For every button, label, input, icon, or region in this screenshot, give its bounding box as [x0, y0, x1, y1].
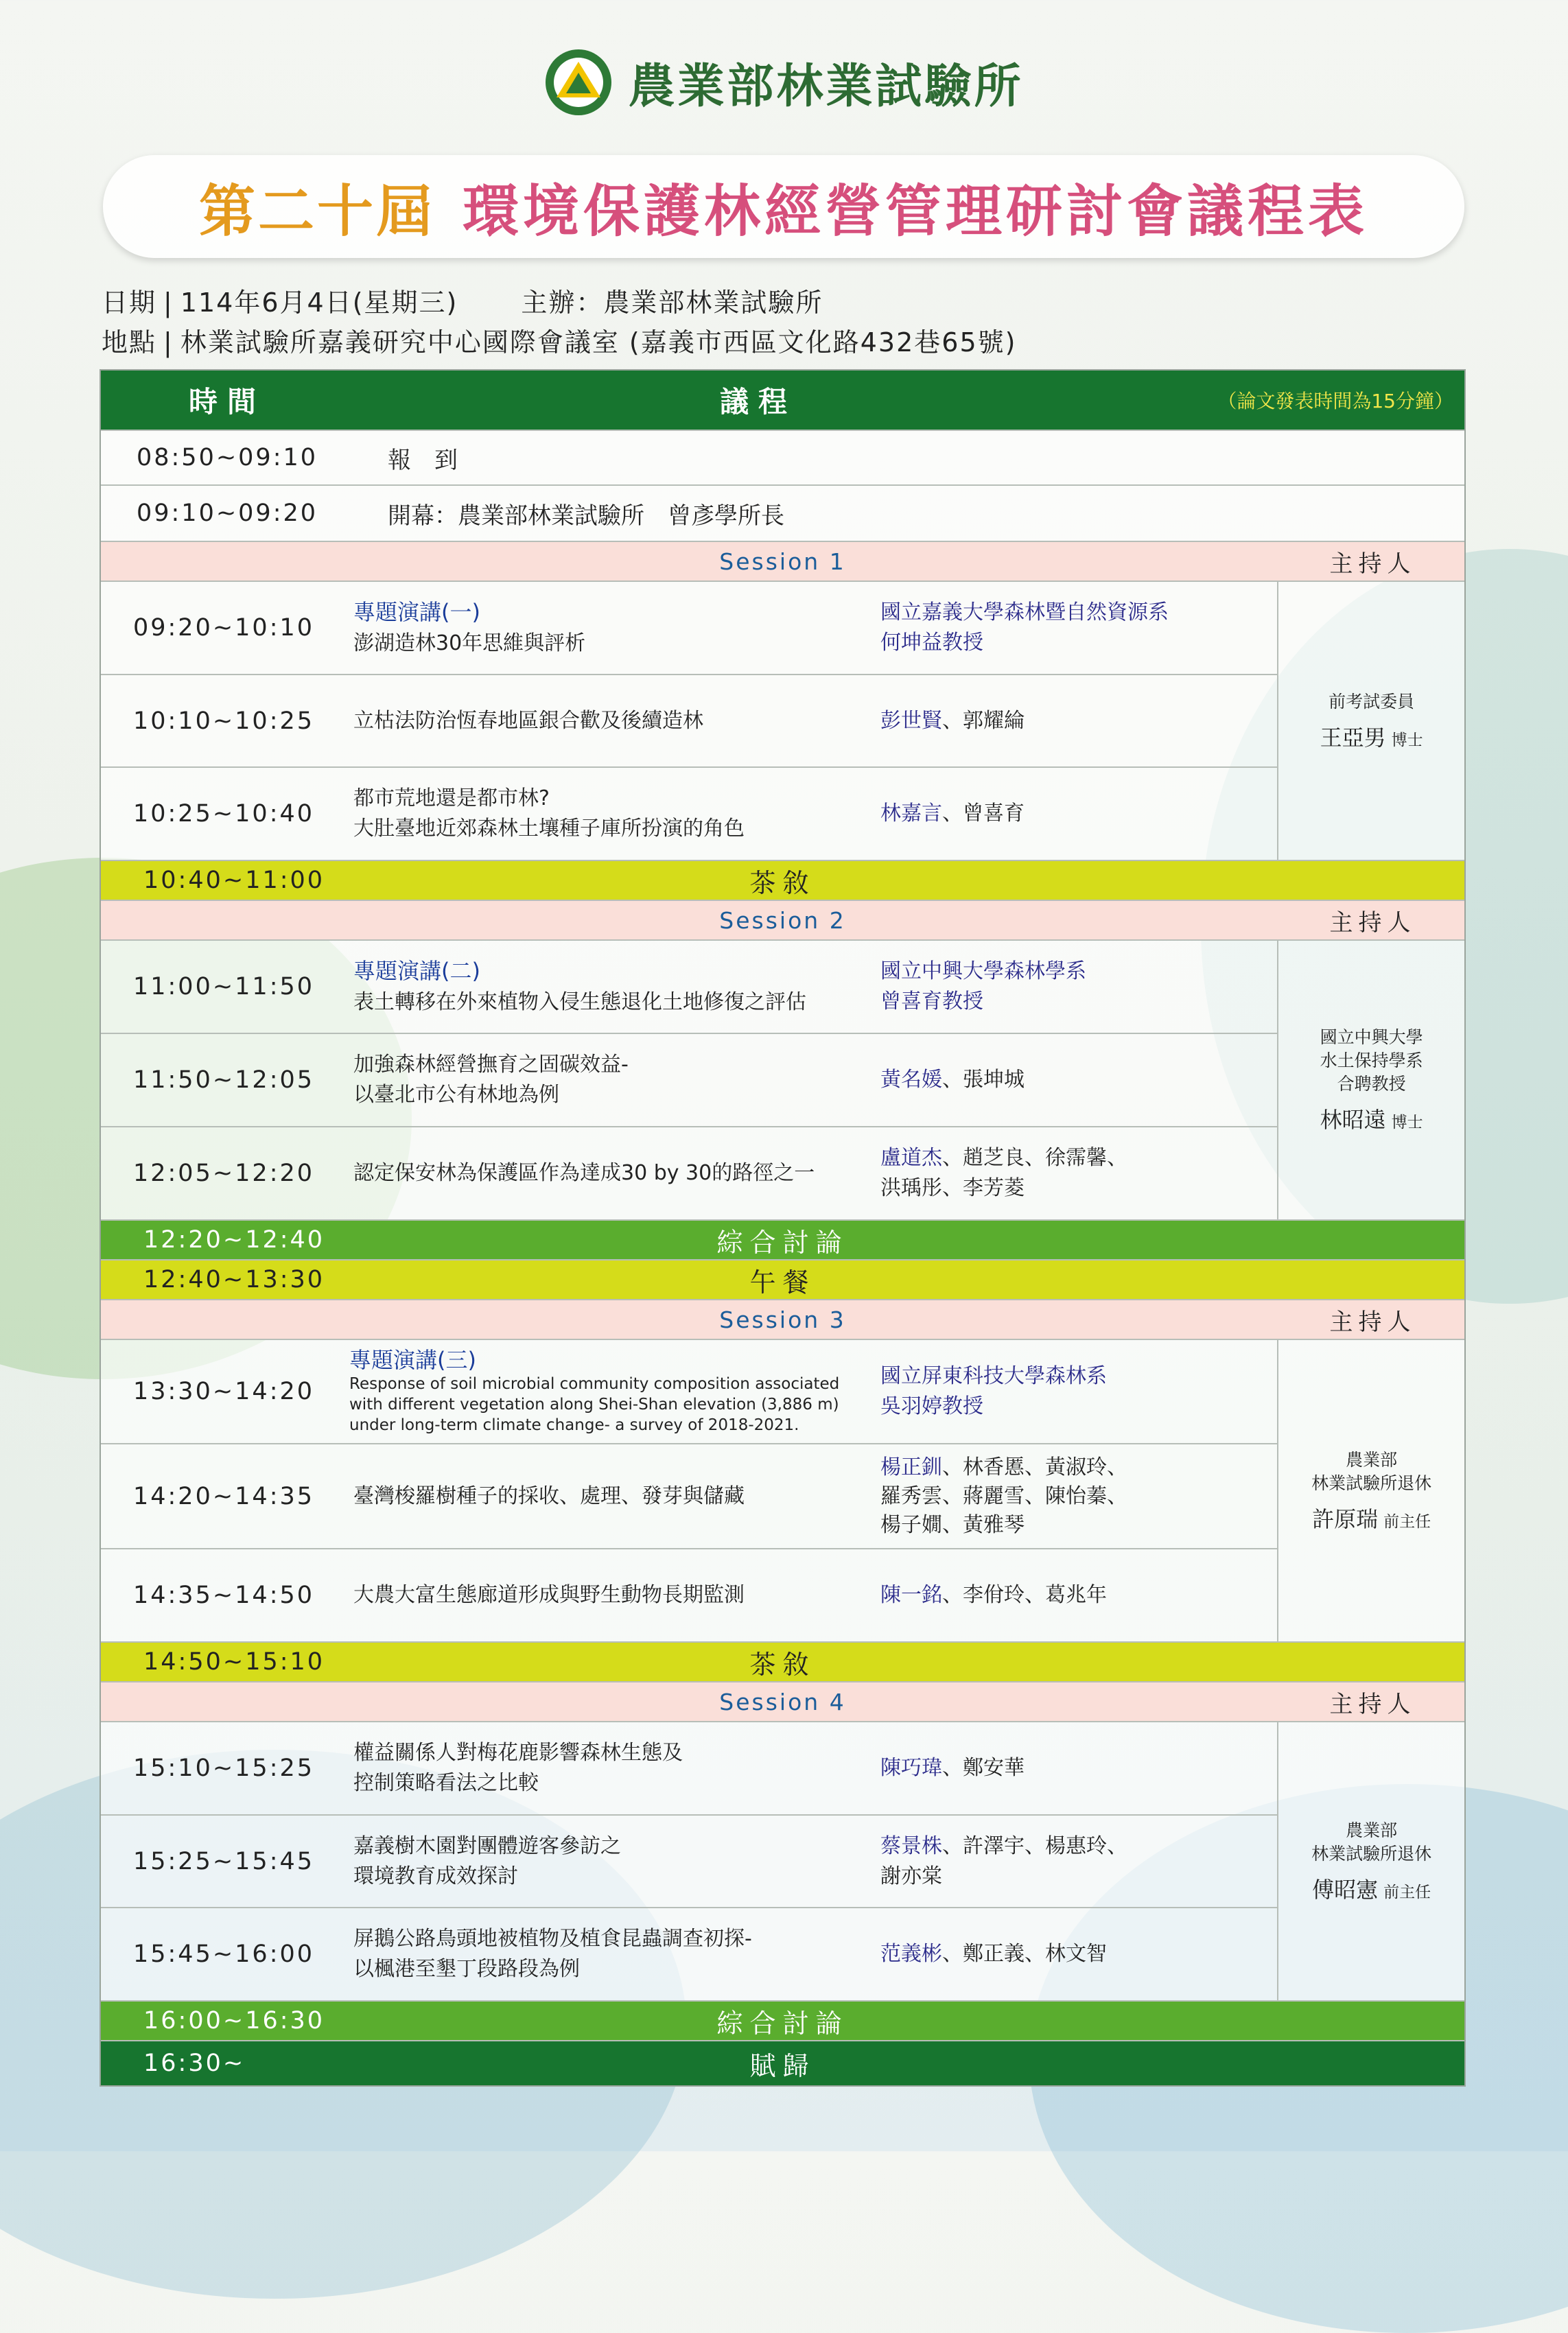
host-name: 林昭遠: [1320, 1107, 1386, 1133]
session-4-header: [101, 1683, 1464, 1722]
talk-time: 10:25~10:40: [132, 800, 315, 828]
venue-value: 林業試驗所嘉義研究中心國際會議室 (嘉義市西區文化路432巷65號): [180, 327, 1017, 357]
talk-row: [101, 1127, 1277, 1219]
host-org: 主辦：農業部林業試驗所: [521, 288, 823, 318]
talk-time: 13:30~14:20: [132, 1378, 315, 1405]
talk-time: 09:20~10:10: [132, 614, 315, 642]
header-agenda: 議程: [719, 385, 797, 419]
talk-time: 12:05~12:20: [132, 1160, 315, 1187]
talk-topic: 加強森林經營撫育之固碳效益- 以臺北市公有林地為例: [353, 1053, 629, 1107]
talk-time: 14:20~14:35: [132, 1482, 315, 1510]
talk-speakers: 陳巧瑋、鄭安華: [880, 1756, 1025, 1780]
venue-label: 地點: [102, 327, 157, 357]
talk-row: [101, 1034, 1277, 1127]
host-column-label: 主持人: [1329, 1690, 1416, 1718]
row-time: 09:10~09:20: [136, 500, 318, 527]
talk-speakers: 楊正釧、林香慝、黃淑玲、 羅秀雲、蔣麗雪、陳怡蓁、 楊子嫺、黃雅琴: [880, 1455, 1127, 1537]
talk-time: 15:25~15:45: [132, 1847, 315, 1875]
talk-speakers: 國立屏東科技大學森林系 吳羽婷教授: [880, 1364, 1107, 1418]
talk-row: [101, 582, 1277, 675]
date-label: 日期: [102, 288, 157, 318]
talk-time: 14:35~14:50: [132, 1582, 315, 1609]
talk-row: [101, 1444, 1277, 1549]
talk-time: 15:10~15:25: [132, 1755, 315, 1782]
table-header: [101, 371, 1464, 431]
talk-row: [101, 1908, 1277, 2000]
talk-topic: 屏鵝公路鳥頭地被植物及植食昆蟲調查初探- 以楓港至墾丁段路段為例: [353, 1927, 752, 1981]
talk-row: [101, 1722, 1277, 1816]
talk-topic: 專題演講(二) 表土轉移在外來植物入侵生態退化土地修復之評估: [353, 958, 806, 1014]
session-label: Session 4: [719, 1688, 846, 1715]
talk-topic: 都市荒地還是都市林? 大肚臺地近郊森林土壤種子庫所扮演的角色: [353, 786, 745, 841]
talk-speakers: 彭世賢、郭耀綸: [880, 708, 1025, 733]
talk-topic: 專題演講(一) 澎湖造林30年思維與評析: [353, 599, 586, 655]
talk-speakers: 黃名媛、張坤城: [880, 1068, 1025, 1092]
host-column-label: 主持人: [1329, 550, 1416, 578]
talk-speakers: 蔡景株、許澤宇、楊惠玲、 謝亦棠: [880, 1833, 1127, 1888]
talk-topic: 大農大富生態廊道形成與野生動物長期監測: [353, 1583, 745, 1607]
talk-topic: 專題演講(三) Response of soil microbial community composition associated with different vegetation along Shei-Shan elevation (3,886 m) under long-term climate change- a survey of 2018-2021.: [349, 1347, 840, 1434]
header-time: 時間: [188, 385, 266, 419]
info-venue-line: 地點 | 林業試驗所嘉義研究中心國際會議室 (嘉義市西區文化路432巷65號): [102, 327, 1017, 357]
host-name: 王亞男: [1320, 724, 1386, 751]
row-text: 報 到: [388, 446, 458, 474]
talk-speakers: 國立嘉義大學森林暨自然資源系 何坤益教授: [880, 600, 1169, 655]
talk-time: 11:50~12:05: [132, 1066, 315, 1094]
session-2-block: [101, 941, 1464, 1221]
session-1-header: [101, 542, 1464, 582]
header-note: （論文發表時間為15分鐘）: [1217, 390, 1453, 412]
talk-topic: 權益關係人對梅花鹿影響森林生態及 控制策略看法之比較: [353, 1741, 683, 1795]
talk-topic: 嘉義樹木園對團體遊客參訪之 環境教育成效探討: [353, 1833, 621, 1888]
host-name: 傅昭憲: [1312, 1876, 1379, 1903]
host-column-label: 主持人: [1329, 908, 1416, 937]
session-4-block: [101, 1722, 1464, 2002]
talk-topic: 臺灣梭羅樹種子的採收、處理、發芽與儲藏: [353, 1484, 745, 1508]
page-header: [0, 48, 1568, 119]
table-row: [101, 486, 1464, 542]
break-row-lunch: 12:40~13:30 午餐: [101, 1261, 1464, 1300]
talk-topic: 認定保安林為保護區作為達成30 by 30的路徑之一: [353, 1161, 815, 1185]
talk-speakers: 盧道杰、趙芝良、徐霈馨、 洪瑀彤、李芳菱: [880, 1146, 1127, 1200]
break-row-discussion: 12:20~12:40 綜合討論: [101, 1221, 1464, 1261]
session-2-header: [101, 901, 1464, 941]
break-row-end: 16:30~ 賦歸: [101, 2041, 1464, 2085]
talk-row: [101, 675, 1277, 768]
session-1-block: [101, 582, 1464, 861]
schedule-table: [100, 369, 1466, 2087]
session-host: 農業部 林業試驗所退休 傅昭憲 前主任: [1277, 1722, 1464, 2000]
host-column-label: 主持人: [1329, 1308, 1416, 1336]
row-text: 開幕：農業部林業試驗所 曾彥學所長: [388, 502, 784, 530]
host-name: 許原瑞: [1312, 1505, 1379, 1532]
talk-speakers: 范義彬、鄭正義、林文智: [880, 1942, 1107, 1966]
session-host: 農業部 林業試驗所退休 許原瑞 前主任: [1277, 1340, 1464, 1641]
session-label: Session 1: [719, 548, 846, 575]
talk-time: 15:45~16:00: [132, 1941, 315, 1968]
talk-topic: 立枯法防治恆春地區銀合歡及後續造林: [353, 708, 703, 733]
talk-speakers: 林嘉言、曾喜育: [880, 801, 1025, 825]
session-label: Session 3: [719, 1306, 846, 1333]
title-edition: 第二十屆: [198, 178, 435, 244]
talk-row: [101, 768, 1277, 860]
break-row-tea: 10:40~11:00 茶敘: [101, 861, 1464, 901]
talk-row: [101, 1549, 1277, 1641]
session-3-block: [101, 1340, 1464, 1643]
title-banner: [103, 155, 1464, 258]
title-main: 環境保護林經營管理研討會議程表: [463, 178, 1369, 244]
break-row-discussion: 16:00~16:30 綜合討論: [101, 2002, 1464, 2041]
talk-row: [101, 1340, 1277, 1444]
keynote-label: 專題演講(一): [353, 599, 480, 625]
session-host: 國立中興大學 水土保持學系 合聘教授 林昭遠 博士: [1277, 941, 1464, 1219]
session-label: Session 2: [719, 906, 846, 934]
talk-time: 10:10~10:25: [132, 707, 315, 735]
table-row: [101, 431, 1464, 486]
talk-row: [101, 1816, 1277, 1908]
talk-speakers: 陳一銘、李佾玲、葛兆年: [880, 1583, 1107, 1607]
session-host: 前考試委員 王亞男 博士: [1277, 582, 1464, 860]
org-name: 農業部林業試驗所: [628, 58, 1024, 114]
session-3-header: [101, 1300, 1464, 1340]
talk-time: 11:00~11:50: [132, 973, 315, 1000]
tfri-logo-icon: [544, 48, 613, 117]
info-date-line: 日期 | 114年6月4日(星期三) 主辦：農業部林業試驗所: [102, 288, 823, 318]
row-time: 08:50~09:10: [136, 444, 318, 471]
talk-row: [101, 941, 1277, 1034]
break-row-tea: 14:50~15:10 茶敘: [101, 1643, 1464, 1683]
date-value: 114年6月4日(星期三): [180, 288, 458, 318]
talk-speakers: 國立中興大學森林學系 曾喜育教授: [880, 959, 1086, 1013]
